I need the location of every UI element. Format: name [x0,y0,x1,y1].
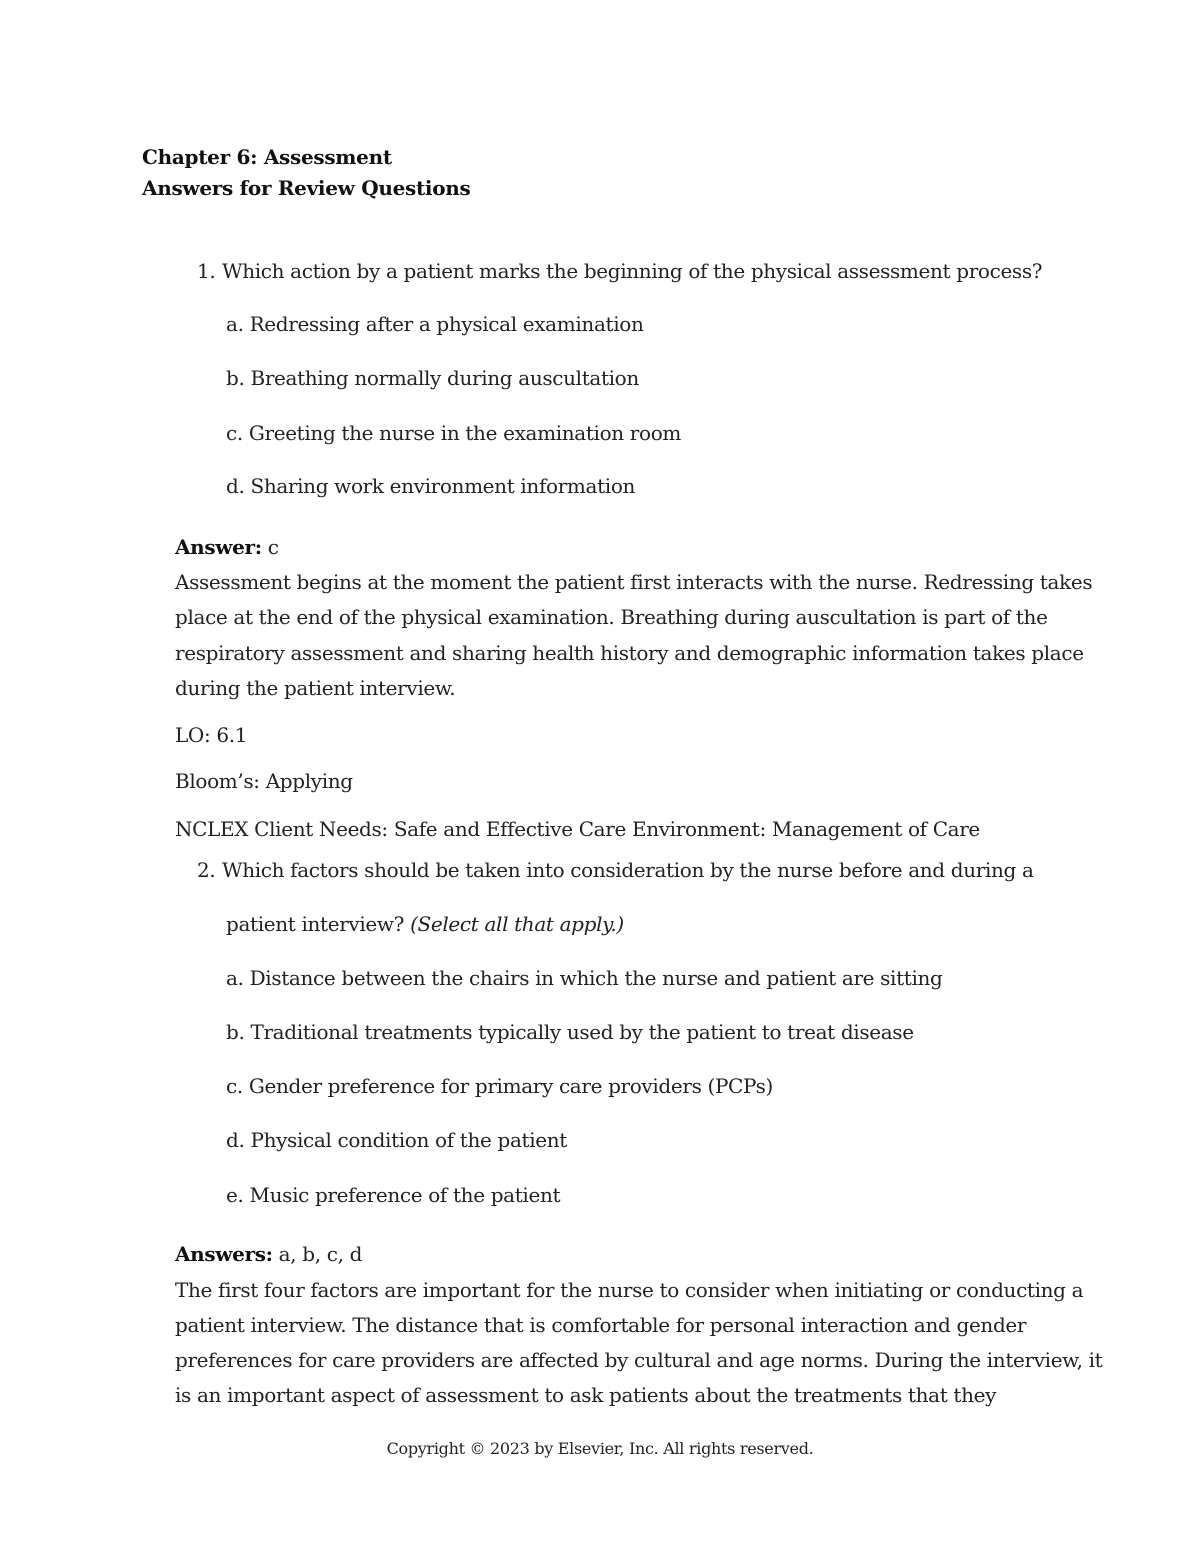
q1-rationale-line-1: Assessment begins at the moment the patient first interacts with the nurse. Redressing takes [175,570,1093,594]
q1-option-d: d. Sharing work environment information [226,474,636,498]
q2-rationale-line-1: The first four factors are important for the nurse to consider when initiating or conducting a [175,1278,1084,1302]
q2-number: 2. [197,858,216,882]
section-subtitle: Answers for Review Questions [142,176,471,200]
q1-rationale-line-3: respiratory assessment and sharing health history and demographic information takes place [175,641,1084,665]
q1-answer-value: c [267,535,279,559]
q1-number: 1. [197,259,216,283]
q2-rationale-line-3: preferences for care providers are affected by cultural and age norms. During the interview, it [175,1348,1103,1372]
q2-question-line-1: Which factors should be taken into consideration by the nurse before and during a [222,858,1034,882]
q1-learning-objective: LO: 6.1 [175,723,248,747]
copyright-footer: Copyright © 2023 by Elsevier, Inc. All rights reserved. [386,1439,814,1458]
q1-question: Which action by a patient marks the beginning of the physical assessment process? [222,259,1043,283]
q1-option-c: c. Greeting the nurse in the examination room [226,421,682,445]
q1-blooms-level: Bloom’s: Applying [175,769,353,793]
q2-option-b: b. Traditional treatments typically used by the patient to treat disease [226,1020,914,1044]
q2-answer [175,1241,362,1267]
q2-option-a: a. Distance between the chairs in which the nurse and patient are sitting [226,966,943,990]
q2-option-d: d. Physical condition of the patient [226,1128,567,1152]
q2-option-c: c. Gender preference for primary care providers (PCPs) [226,1074,773,1098]
q2-question-text: patient interview? [226,912,405,936]
q2-option-e: e. Music preference of the patient [226,1183,561,1207]
q1-nclex-category: NCLEX Client Needs: Safe and Effective Care Environment: Management of Care [175,817,980,841]
q2-answer-value: a, b, c, d [278,1242,363,1266]
q1-option-a: a. Redressing after a physical examination [226,312,644,336]
q2-answer-label: Answers: [175,1242,273,1266]
q1-answer-label: Answer: [175,535,262,559]
chapter-title: Chapter 6: Assessment [142,145,392,169]
q2-question-line-2 [226,911,624,937]
q2-rationale-line-2: patient interview. The distance that is comfortable for personal interaction and gender [175,1313,1027,1337]
q2-select-note: (Select all that apply.) [410,912,624,936]
q1-rationale-line-2: place at the end of the physical examination. Breathing during auscultation is part of the [175,605,1048,629]
q1-option-b: b. Breathing normally during auscultation [226,366,639,390]
q2-rationale-line-4: is an important aspect of assessment to ask patients about the treatments that they [175,1383,997,1407]
q1-answer [175,534,279,560]
q1-rationale-line-4: during the patient interview. [175,676,456,700]
